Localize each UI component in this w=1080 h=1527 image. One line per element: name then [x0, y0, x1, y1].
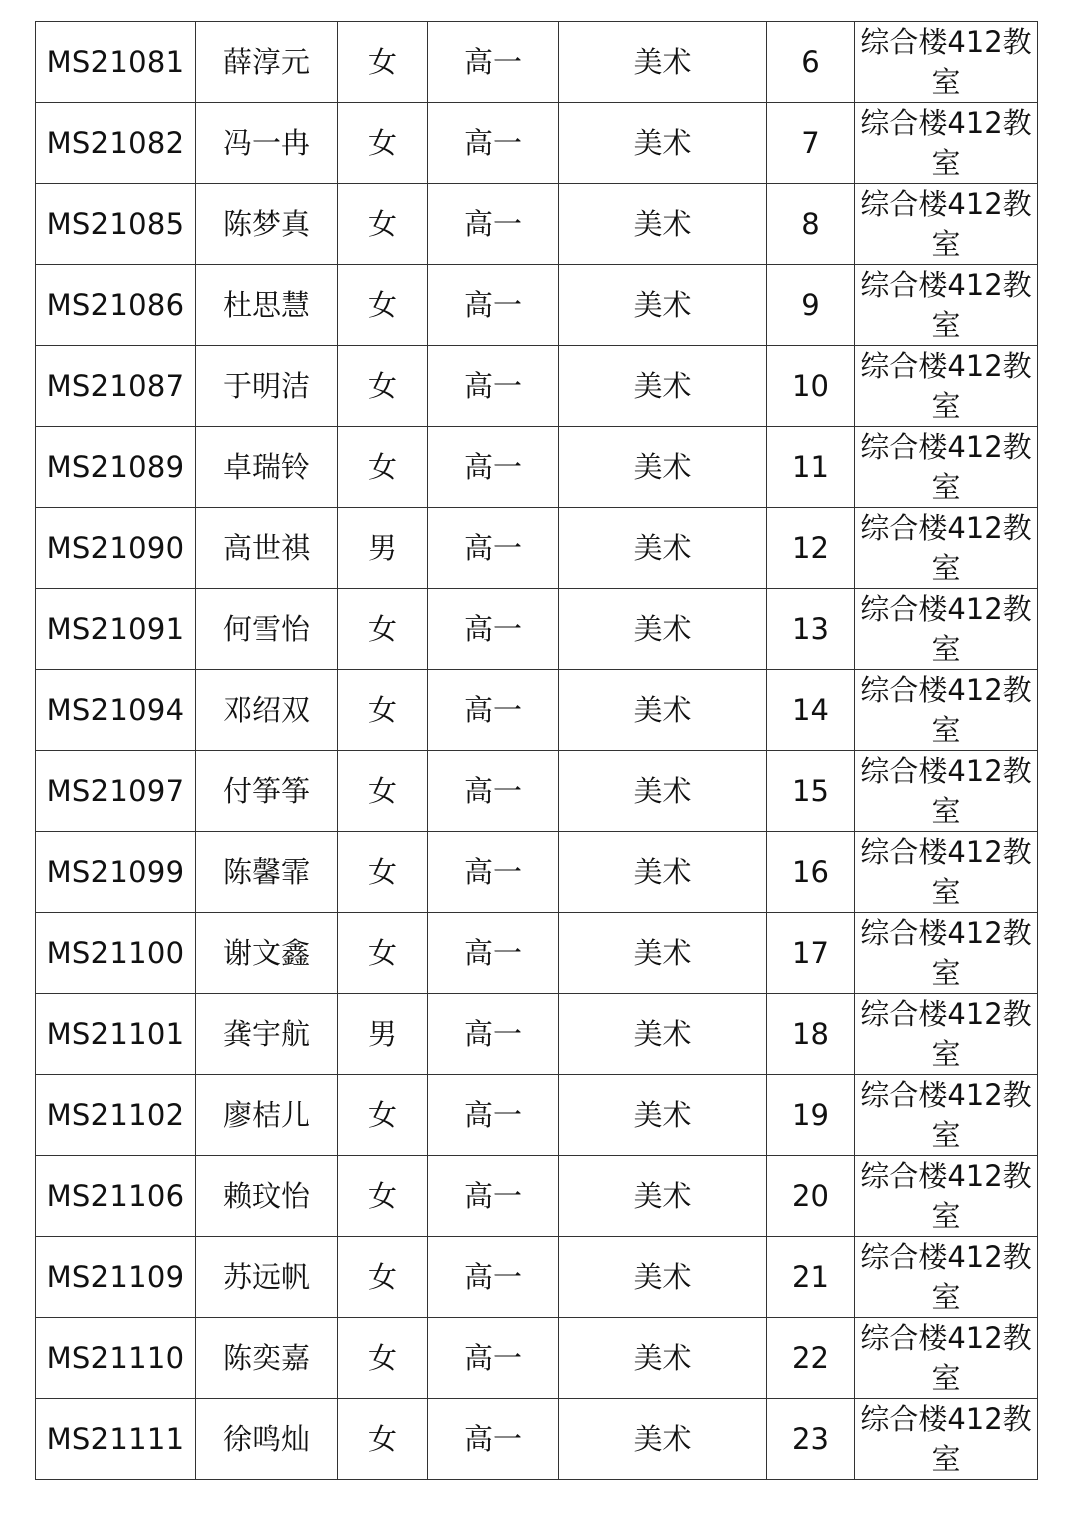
seat-number-cell: 10 [767, 346, 855, 427]
exam-room-line2: 室 [931, 551, 961, 585]
seat-number-cell: 20 [767, 1156, 855, 1237]
exam-room-cell [855, 832, 1038, 913]
exam-room-cell [855, 1399, 1038, 1480]
seat-number-cell: 6 [767, 22, 855, 103]
exam-room-line1: 综合楼412教 [860, 835, 1032, 869]
grade-cell: 高一 [428, 751, 559, 832]
exam-room-line1: 综合楼412教 [860, 1078, 1032, 1112]
exam-room-cell [855, 1156, 1038, 1237]
subject-cell: 美术 [559, 184, 767, 265]
gender-cell: 女 [338, 913, 428, 994]
exam-room-line2: 室 [931, 1118, 961, 1152]
student-name-cell: 廖桔儿 [196, 1075, 338, 1156]
gender-cell: 女 [338, 589, 428, 670]
exam-room-line1: 综合楼412教 [860, 511, 1032, 545]
exam-room-line2: 室 [931, 1037, 961, 1071]
student-name-cell: 薛淳元 [196, 22, 338, 103]
table-row [36, 1075, 1038, 1156]
student-id-cell: MS21090 [36, 508, 196, 589]
student-id-cell: MS21081 [36, 22, 196, 103]
exam-room-line2: 室 [931, 65, 961, 99]
subject-cell: 美术 [559, 751, 767, 832]
exam-room-line1: 综合楼412教 [860, 25, 1032, 59]
exam-room-line1: 综合楼412教 [860, 916, 1032, 950]
seat-number-cell: 21 [767, 1237, 855, 1318]
grade-cell: 高一 [428, 994, 559, 1075]
exam-room-line1: 综合楼412教 [860, 268, 1032, 302]
grade-cell: 高一 [428, 670, 559, 751]
exam-room-line2: 室 [931, 713, 961, 747]
exam-room-cell [855, 913, 1038, 994]
gender-cell: 女 [338, 751, 428, 832]
exam-room-line1: 综合楼412教 [860, 1240, 1032, 1274]
exam-room-line1: 综合楼412教 [860, 754, 1032, 788]
student-name-cell: 徐鸣灿 [196, 1399, 338, 1480]
seat-number-cell: 9 [767, 265, 855, 346]
table-row [36, 1318, 1038, 1399]
table-row [36, 994, 1038, 1075]
gender-cell: 女 [338, 1318, 428, 1399]
exam-room-cell [855, 589, 1038, 670]
grade-cell: 高一 [428, 427, 559, 508]
table-row [36, 346, 1038, 427]
student-id-cell: MS21082 [36, 103, 196, 184]
seat-number-cell: 13 [767, 589, 855, 670]
table-row [36, 1237, 1038, 1318]
exam-room-line2: 室 [931, 794, 961, 828]
subject-cell: 美术 [559, 832, 767, 913]
seat-number-cell: 18 [767, 994, 855, 1075]
subject-cell: 美术 [559, 1075, 767, 1156]
student-name-cell: 陈梦真 [196, 184, 338, 265]
student-name-cell: 苏远帆 [196, 1237, 338, 1318]
seat-number-cell: 12 [767, 508, 855, 589]
subject-cell: 美术 [559, 346, 767, 427]
exam-room-line2: 室 [931, 1361, 961, 1395]
student-id-cell: MS21097 [36, 751, 196, 832]
student-name-cell: 何雪怡 [196, 589, 338, 670]
exam-room-line2: 室 [931, 389, 961, 423]
subject-cell: 美术 [559, 1237, 767, 1318]
student-name-cell: 杜思慧 [196, 265, 338, 346]
seat-number-cell: 22 [767, 1318, 855, 1399]
grade-cell: 高一 [428, 1156, 559, 1237]
table-row [36, 751, 1038, 832]
grade-cell: 高一 [428, 832, 559, 913]
gender-cell: 女 [338, 184, 428, 265]
grade-cell: 高一 [428, 1399, 559, 1480]
seat-number-cell: 8 [767, 184, 855, 265]
exam-room-cell [855, 1237, 1038, 1318]
subject-cell: 美术 [559, 1399, 767, 1480]
exam-room-line2: 室 [931, 470, 961, 504]
exam-room-line2: 室 [931, 227, 961, 261]
grade-cell: 高一 [428, 508, 559, 589]
roster-body [36, 22, 1038, 1480]
student-id-cell: MS21091 [36, 589, 196, 670]
exam-room-line1: 综合楼412教 [860, 1159, 1032, 1193]
table-row [36, 913, 1038, 994]
student-id-cell: MS21089 [36, 427, 196, 508]
exam-room-line1: 综合楼412教 [860, 187, 1032, 221]
exam-room-line2: 室 [931, 146, 961, 180]
exam-room-line1: 综合楼412教 [860, 673, 1032, 707]
subject-cell: 美术 [559, 913, 767, 994]
table-row [36, 184, 1038, 265]
subject-cell: 美术 [559, 1156, 767, 1237]
student-name-cell: 龚宇航 [196, 994, 338, 1075]
student-name-cell: 邓绍双 [196, 670, 338, 751]
table-row [36, 22, 1038, 103]
exam-room-cell [855, 427, 1038, 508]
exam-room-line2: 室 [931, 1280, 961, 1314]
subject-cell: 美术 [559, 103, 767, 184]
grade-cell: 高一 [428, 589, 559, 670]
exam-room-line1: 综合楼412教 [860, 430, 1032, 464]
student-id-cell: MS21094 [36, 670, 196, 751]
gender-cell: 女 [338, 1075, 428, 1156]
gender-cell: 女 [338, 265, 428, 346]
exam-room-cell [855, 751, 1038, 832]
seat-number-cell: 11 [767, 427, 855, 508]
grade-cell: 高一 [428, 1318, 559, 1399]
student-id-cell: MS21100 [36, 913, 196, 994]
exam-room-line2: 室 [931, 956, 961, 990]
seat-number-cell: 19 [767, 1075, 855, 1156]
student-name-cell: 赖玟怡 [196, 1156, 338, 1237]
table-row [36, 832, 1038, 913]
exam-room-cell [855, 346, 1038, 427]
student-id-cell: MS21106 [36, 1156, 196, 1237]
table-row [36, 265, 1038, 346]
student-name-cell: 陈馨霏 [196, 832, 338, 913]
subject-cell: 美术 [559, 994, 767, 1075]
gender-cell: 女 [338, 670, 428, 751]
table-row [36, 1399, 1038, 1480]
student-id-cell: MS21101 [36, 994, 196, 1075]
table-row [36, 670, 1038, 751]
student-name-cell: 于明洁 [196, 346, 338, 427]
grade-cell: 高一 [428, 913, 559, 994]
subject-cell: 美术 [559, 265, 767, 346]
seat-number-cell: 17 [767, 913, 855, 994]
exam-room-line1: 综合楼412教 [860, 592, 1032, 626]
table-row [36, 508, 1038, 589]
grade-cell: 高一 [428, 184, 559, 265]
seat-number-cell: 23 [767, 1399, 855, 1480]
gender-cell: 女 [338, 1156, 428, 1237]
exam-room-line1: 综合楼412教 [860, 1402, 1032, 1436]
gender-cell: 男 [338, 994, 428, 1075]
grade-cell: 高一 [428, 265, 559, 346]
exam-room-cell [855, 265, 1038, 346]
student-id-cell: MS21087 [36, 346, 196, 427]
student-name-cell: 陈奕嘉 [196, 1318, 338, 1399]
exam-room-cell [855, 994, 1038, 1075]
gender-cell: 女 [338, 832, 428, 913]
table-row [36, 589, 1038, 670]
gender-cell: 女 [338, 346, 428, 427]
student-id-cell: MS21110 [36, 1318, 196, 1399]
gender-cell: 女 [338, 1399, 428, 1480]
gender-cell: 女 [338, 103, 428, 184]
subject-cell: 美术 [559, 427, 767, 508]
subject-cell: 美术 [559, 1318, 767, 1399]
seat-number-cell: 7 [767, 103, 855, 184]
grade-cell: 高一 [428, 1075, 559, 1156]
grade-cell: 高一 [428, 346, 559, 427]
seat-number-cell: 14 [767, 670, 855, 751]
exam-room-cell [855, 508, 1038, 589]
subject-cell: 美术 [559, 589, 767, 670]
student-id-cell: MS21086 [36, 265, 196, 346]
table-row [36, 103, 1038, 184]
seat-number-cell: 16 [767, 832, 855, 913]
subject-cell: 美术 [559, 670, 767, 751]
seat-number-cell: 15 [767, 751, 855, 832]
subject-cell: 美术 [559, 508, 767, 589]
exam-room-line2: 室 [931, 308, 961, 342]
grade-cell: 高一 [428, 1237, 559, 1318]
table-row [36, 427, 1038, 508]
exam-room-line1: 综合楼412教 [860, 349, 1032, 383]
grade-cell: 高一 [428, 103, 559, 184]
exam-room-line2: 室 [931, 1199, 961, 1233]
student-id-cell: MS21111 [36, 1399, 196, 1480]
gender-cell: 男 [338, 508, 428, 589]
student-id-cell: MS21085 [36, 184, 196, 265]
subject-cell: 美术 [559, 22, 767, 103]
gender-cell: 女 [338, 22, 428, 103]
student-id-cell: MS21109 [36, 1237, 196, 1318]
student-id-cell: MS21099 [36, 832, 196, 913]
exam-room-cell [855, 670, 1038, 751]
student-name-cell: 付筝筝 [196, 751, 338, 832]
exam-room-line2: 室 [931, 875, 961, 909]
student-name-cell: 卓瑞铃 [196, 427, 338, 508]
exam-room-cell [855, 1318, 1038, 1399]
student-roster-table [35, 21, 1038, 1480]
exam-room-cell [855, 103, 1038, 184]
exam-room-line2: 室 [931, 632, 961, 666]
exam-room-line2: 室 [931, 1442, 961, 1476]
exam-room-cell [855, 1075, 1038, 1156]
gender-cell: 女 [338, 427, 428, 508]
exam-room-line1: 综合楼412教 [860, 106, 1032, 140]
gender-cell: 女 [338, 1237, 428, 1318]
exam-room-cell [855, 184, 1038, 265]
student-name-cell: 冯一冉 [196, 103, 338, 184]
exam-room-line1: 综合楼412教 [860, 1321, 1032, 1355]
grade-cell: 高一 [428, 22, 559, 103]
student-name-cell: 高世祺 [196, 508, 338, 589]
student-id-cell: MS21102 [36, 1075, 196, 1156]
table-row [36, 1156, 1038, 1237]
exam-room-line1: 综合楼412教 [860, 997, 1032, 1031]
exam-room-cell [855, 22, 1038, 103]
student-name-cell: 谢文鑫 [196, 913, 338, 994]
